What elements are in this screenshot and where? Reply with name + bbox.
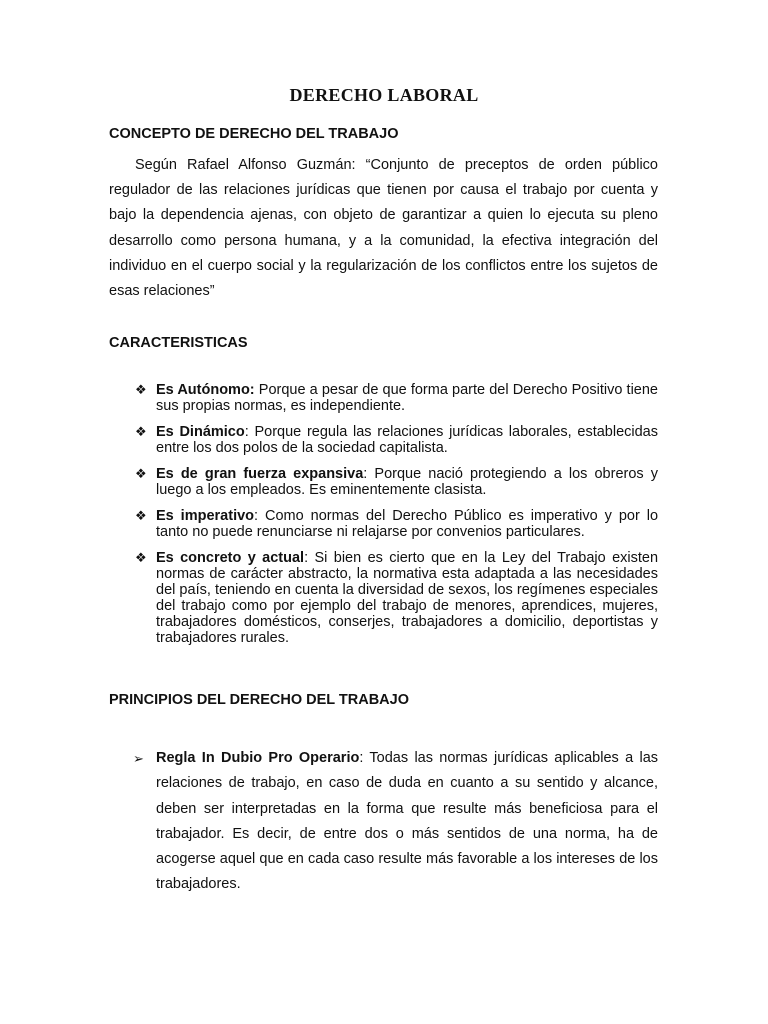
document-title: DERECHO LABORAL <box>289 85 479 105</box>
list-item <box>109 746 658 898</box>
arrow-bullet-icon: ➢ <box>133 751 144 766</box>
section-heading-principios: PRINCIPIOS DEL DERECHO DEL TRABAJO <box>109 692 409 708</box>
characteristics-list <box>109 382 658 656</box>
list-item <box>109 550 658 646</box>
item-term: Es Autónomo: <box>156 382 255 398</box>
item-term: Es imperativo <box>156 508 255 524</box>
concept-lead: Según Rafael Alfonso Guzmán: <box>135 157 366 173</box>
item-text: : Todas las normas jurídicas aplicables a las relaciones de trabajo, en caso de duda en cuanto a su sentido y alcance, deben ser interpretadas en la forma que resulte más beneficiosa para el trabajador. Es decir, de entre dos o más sentidos de una norma, ha de acogerse aquel que en cada caso resulte más favorable a los intereses de los trabajadores. <box>156 750 659 893</box>
item-text: : Porque regula las relaciones jurídicas laborales, establecidas entre los dos polos de la sociedad capitalista. <box>156 424 658 456</box>
item-text: Porque a pesar de que forma parte del Derecho Positivo tiene sus propias normas, es independiente. <box>156 382 658 414</box>
item-term: Es Dinámico <box>156 424 245 440</box>
diamond-bullet-icon: ❖ <box>135 382 147 397</box>
item-text: : Como normas del Derecho Público es imperativo y por lo tanto no puede renunciarse ni relajarse por convenios particulares. <box>156 508 659 540</box>
item-term: Es de gran fuerza expansiva <box>156 466 364 482</box>
section-heading-caracteristicas: CARACTERISTICAS <box>109 335 248 351</box>
item-text: : Si bien es cierto que en la Ley del Trabajo existen normas de carácter abstracto, la normativa esta adaptada a las necesidades del país, teniendo en cuenta la diversidad de sexos, los regímenes especiales del trabajo como por ejemplo del trabajo de menores, aprendices, mujeres, trabajadores domésticos, conserjes, trabajadores a domicilio, deportistas y trabajadores rurales. <box>156 550 659 646</box>
diamond-bullet-icon: ❖ <box>135 466 147 481</box>
diamond-bullet-icon: ❖ <box>135 424 147 439</box>
list-item <box>109 382 658 414</box>
diamond-bullet-icon: ❖ <box>135 508 147 523</box>
item-term: Es concreto y actual <box>156 550 305 566</box>
diamond-bullet-icon: ❖ <box>135 550 147 565</box>
list-item <box>109 466 658 498</box>
item-term: Regla In Dubio Pro Operario <box>156 750 360 766</box>
concept-quote: “Conjunto de preceptos de orden público regulador de las relaciones jurídicas que tienen por causa el trabajo por cuenta y bajo la dependencia ajenas, con objeto de garantizar a quien lo ejecuta su pleno desarrollo como persona humana, y a la comunidad, la efectiva integración del individuo en el cuerpo social y la regularización de los conflictos entre los sujetos de esas relaciones” <box>109 157 658 300</box>
principles-list <box>109 746 658 898</box>
item-text: : Porque nació protegiendo a los obreros y luego a los empleados. Es eminentemente clasista. <box>156 466 658 498</box>
list-item <box>109 508 658 540</box>
section-heading-concepto: CONCEPTO DE DERECHO DEL TRABAJO <box>109 126 399 142</box>
concept-paragraph <box>109 153 658 304</box>
list-item <box>109 424 658 456</box>
